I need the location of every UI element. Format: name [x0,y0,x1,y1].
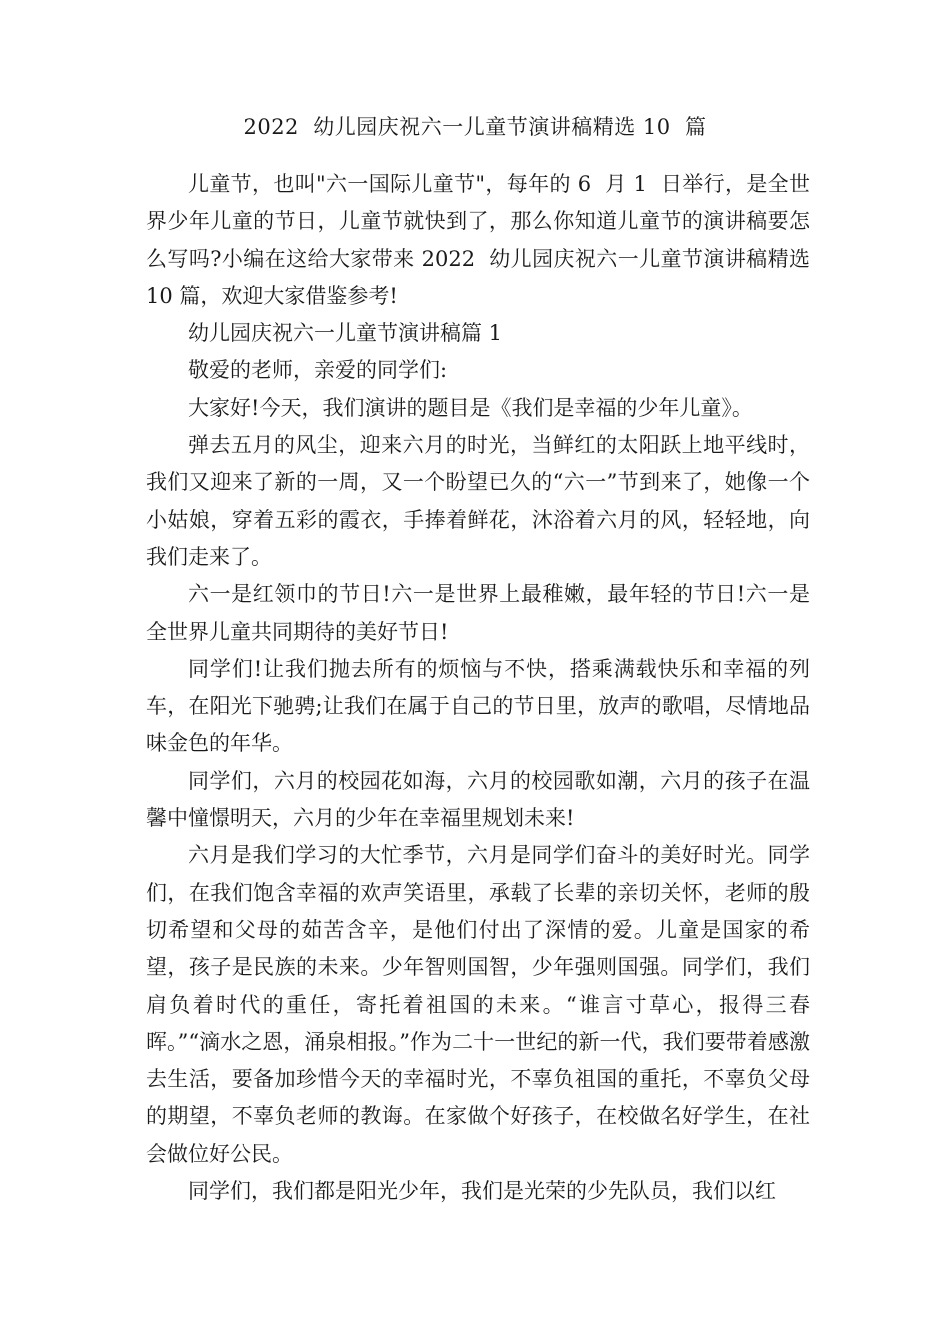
paragraph-intro: 儿童节，也叫"六一国际儿童节"，每年的 6 月 1 日举行，是全世界少年儿童的节日，儿童节就快到了，那么你知道儿童节的演讲稿要怎么写吗?小编在这给大家带来 2022 幼儿园庆祝六一儿童节演讲稿精选 10 篇，欢迎大家借鉴参考! [146,172,817,308]
paragraph: 弹去五月的风尘，迎来六月的时光，当鲜红的太阳跃上地平线时，我们又迎来了新的一周，又一个盼望已久的“六一”节到来了，她像一个小姑娘，穿着五彩的霞衣，手捧着鲜花，沐浴着六月的风，轻轻地，向我们走来了。 [146,433,810,569]
document-title: 2022 幼儿园庆祝六一儿童节演讲稿精选 10 篇 [243,115,707,139]
document-body [146,166,817,1210]
paragraph-section-heading: 幼儿园庆祝六一儿童节演讲稿篇 1 [188,321,503,346]
paragraph: 同学们!让我们抛去所有的烦恼与不快，搭乘满载快乐和幸福的列车，在阳光下驰骋;让我们在属于自己的节日里，放声的歌唱，尽情地品味金色的年华。 [146,656,810,756]
paragraph-greeting: 大家好!今天，我们演讲的题目是《我们是幸福的少年儿童》。 [188,395,753,420]
paragraph: 同学们，六月的校园花如海，六月的校园歌如潮，六月的孩子在温馨中憧憬明天，六月的少年在幸福里规划未来! [146,768,810,831]
paragraph: 六月是我们学习的大忙季节，六月是同学们奋斗的美好时光。同学们，在我们饱含幸福的欢声笑语里，承载了长辈的亲切关怀，老师的殷切希望和父母的茹苦含辛，是他们付出了深情的爱。儿童是国家的希望，孩子是民族的未来。少年智则国智，少年强则国强。同学们，我们肩负着时代的重任，寄托着祖国的未来。“谁言寸草心，报得三春晖。”“滴水之恩，涌泉相报。”作为二十一世纪的新一代，我们要带着感激去生活，要备加珍惜今天的幸福时光，不辜负祖国的重托，不辜负父母的期望，不辜负老师的教诲。在家做个好孩子，在校做名好学生，在社会做位好公民。 [146,843,810,1166]
paragraph-salutation: 敬爱的老师，亲爱的同学们: [188,358,448,383]
paragraph: 六一是红领巾的节日!六一是世界上最稚嫩，最年轻的节日!六一是全世界儿童共同期待的美好节日! [146,582,810,644]
paragraph: 同学们，我们都是阳光少年，我们是光荣的少先队员，我们以红 [188,1179,776,1204]
